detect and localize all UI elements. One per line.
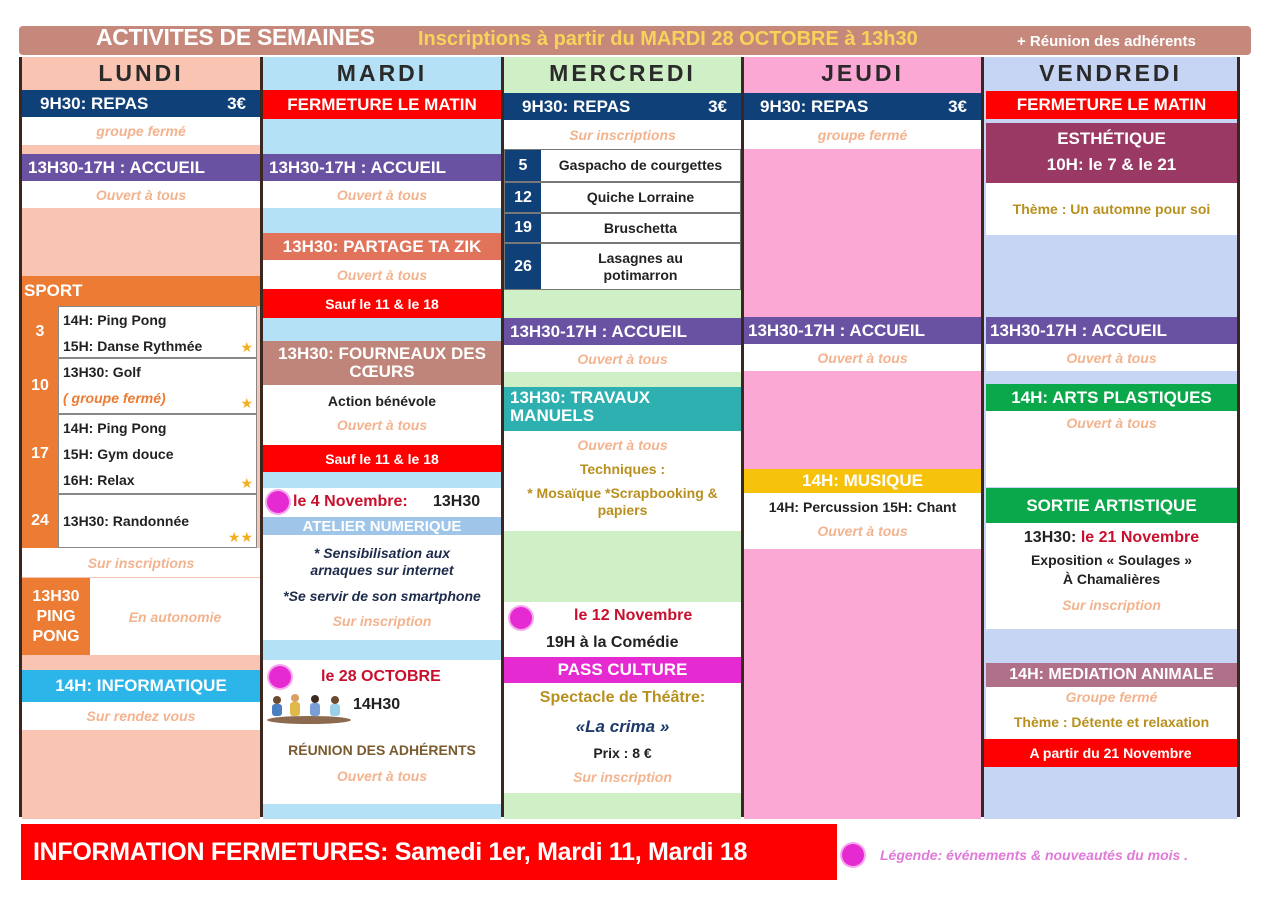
accueil-note: Ouvert à tous [986,344,1237,371]
esthetique-label: ESTHÉTIQUE [1057,129,1166,148]
musique-note: Ouvert à tous [817,523,908,539]
sport-line: 15H: Danse Rythmée [63,338,203,354]
repas-header [744,93,981,120]
column-mercredi [504,57,741,819]
menu-date: 5 [505,150,541,181]
fourneaux-line: Action bénévole [327,393,437,409]
fourneaux-note: Ouvert à tous [336,417,428,433]
sport-line: ( groupe fermé) [63,390,166,406]
reunion-time: 14H30 [353,696,401,713]
zik-note: Ouvert à tous [263,260,501,289]
repas-label: 9H30: REPAS [40,93,149,113]
sport-header: SPORT [22,276,260,306]
esthetique-header [986,123,1237,183]
zik-sauf: Sauf le 11 & le 18 [263,289,501,318]
repas-price: 3€ [227,93,246,113]
numerique-line1: * Sensibilisation aux arnaques sur internet [310,545,454,578]
informatique-note: Sur rendez vous [22,702,260,730]
arts-note: Ouvert à tous [1066,415,1157,431]
sport-row [58,358,257,414]
numerique-header: ATELIER NUMERIQUE [263,517,501,535]
repas-price: 3€ [708,96,727,116]
reunion-label: RÉUNION DES ADHÉRENTS [288,742,476,758]
sport-line: 13H30: Randonnée [63,513,190,529]
sortie-note: Sur inscription [1062,597,1161,613]
numerique-body [263,535,501,640]
closures-info: INFORMATION FERMETURES: Samedi 1er, Mardi 11, Mardi 18 [21,824,837,880]
repas-header [22,90,260,117]
sortie-header: SORTIE ARTISTIQUE [986,488,1237,523]
musique-body [744,493,981,549]
accueil-header: 13H30-17H : ACCUEIL [744,317,981,344]
repas-price: 3€ [948,96,967,116]
esthetique-theme: Thème : Un automne pour soi [986,183,1237,235]
reunion-note: Ouvert à tous [336,768,428,784]
legend-text: Légende: événements & nouveautés du mois . [880,847,1189,863]
sport-line: 13H30: Golf [63,364,141,380]
repas-label: 9H30: REPAS [760,96,869,116]
column-vendredi [984,57,1237,819]
day-header-mardi: MARDI [336,59,428,86]
travaux-note: Ouvert à tous [577,437,668,453]
accueil-note: Ouvert à tous [263,181,501,208]
mediation-body [986,687,1237,739]
numerique-time: 13H30 [433,493,481,510]
accueil-note: Ouvert à tous [744,344,981,371]
repas-note: groupe fermé [22,117,260,145]
repas-note: groupe fermé [744,120,981,149]
pass-price: Prix : 8 € [593,745,652,761]
numerique-date: le 4 Novembre: [293,493,408,510]
sport-row [58,494,257,548]
musique-line: 14H: Percussion 15H: Chant [768,499,957,515]
mediation-from: A partir du 21 Novembre [984,739,1237,767]
menu-dish: Gaspacho de courgettes [558,157,723,173]
column-lundi [22,57,260,819]
numerique-line2: *Se servir de son smartphone [283,588,481,604]
menu-row [504,149,741,182]
sport-row [58,414,257,494]
pass-date: le 12 Novembre [574,607,693,624]
zik-header: 13H30: PARTAGE TA ZIK [263,233,501,260]
event-dot-icon [510,607,532,629]
pingpong-label: 13H30 PING PONG [22,578,90,655]
menu-dish: Bruschetta [603,219,678,236]
sport-line: 15H: Gym douce [63,446,174,462]
banner-inscriptions: Inscriptions à partir du MARDI 28 OCTOBRE à 13h30 [418,28,918,50]
fermeture-banner: FERMETURE LE MATIN [986,91,1237,119]
sport-line: 14H: Ping Pong [63,420,167,436]
banner-reunion: + Réunion des adhérents [1017,33,1196,50]
event-dot-icon [267,491,289,513]
day-header-jeudi: JEUDI [821,59,904,86]
numerique-date-row [263,488,501,517]
informatique-header: 14H: INFORMATIQUE [22,670,260,702]
menu-date: 19 [505,214,541,242]
star-icon: ★ [240,395,253,411]
sortie-place: À Chamalières [1062,571,1161,587]
day-header-mercredi: MERCREDI [549,59,696,86]
mediation-theme: Thème : Détente et relaxation [1013,714,1210,730]
travaux-list: * Mosaïque *Scrapbooking & papiers [527,485,718,518]
accueil-header: 13H30-17H : ACCUEIL [22,154,260,181]
pass-header: PASS CULTURE [504,657,741,683]
numerique-note: Sur inscription [332,613,432,629]
arts-body [986,411,1237,487]
sortie-time: 13H30: [1023,529,1077,546]
fourneaux-sauf: Sauf le 11 & le 18 [263,445,501,472]
repas-note: Sur inscriptions [504,120,741,149]
sport-date: 24 [31,512,49,529]
travaux-body [504,431,741,531]
sortie-date: le 21 Novembre [1080,529,1200,546]
sport-note: Sur inscriptions [22,548,260,577]
accueil-header: 13H30-17H : ACCUEIL [263,154,501,181]
menu-date: 12 [505,183,541,212]
banner-title: ACTIVITES DE SEMAINES [96,24,375,50]
pass-note: Sur inscription [573,769,672,785]
column-jeudi [744,57,981,819]
column-divider [1237,57,1240,817]
menu-dish: Lasagnes au potimarron [598,249,683,283]
repas-header [504,93,741,120]
sport-date: 10 [31,377,49,394]
pass-time: 19H à la Comédie [546,634,679,651]
travaux-header: 13H30: TRAVAUX MANUELS [504,387,741,431]
menu-dish: Quiche Lorraine [586,189,695,205]
sortie-body [986,523,1237,629]
fourneaux-header: 13H30: FOURNEAUX DES CŒURS [263,341,501,385]
reunion-block [263,660,501,804]
sport-line: 16H: Relax [63,472,135,488]
sport-line: 14H: Ping Pong [63,312,167,328]
sport-date: 3 [35,323,45,340]
accueil-header: 13H30-17H : ACCUEIL [504,318,741,345]
day-header-vendredi: VENDREDI [1039,59,1182,86]
sortie-expo: Exposition « Soulages » [1030,552,1193,568]
pass-date-block [504,602,741,657]
menu-date: 26 [505,244,541,289]
star-icon: ★★ [227,529,253,545]
sport-row [58,306,257,358]
arts-header: 14H: ARTS PLASTIQUES [986,384,1237,411]
people-meeting-icon [263,690,355,724]
pingpong-note: En autonomie [90,578,260,655]
reunion-date: le 28 OCTOBRE [321,668,441,685]
menu-row [504,182,741,213]
star-icon: ★ [240,339,253,355]
mediation-header: 14H: MEDIATION ANIMALE [986,663,1237,687]
column-mardi [263,57,501,819]
fourneaux-body [263,385,501,445]
pass-title: «La crima » [575,717,670,736]
mediation-note: Groupe fermé [1065,689,1158,705]
travaux-tech: Techniques : [579,461,666,477]
accueil-header: 13H30-17H : ACCUEIL [986,317,1237,344]
accueil-note: Ouvert à tous [504,345,741,372]
esthetique-time: 10H: le 7 & le 21 [1046,155,1177,174]
event-dot-icon [269,666,291,688]
accueil-note: Ouvert à tous [22,181,260,208]
day-header-lundi: LUNDI [98,59,184,86]
musique-header: 14H: MUSIQUE [744,469,981,493]
event-dot-icon [842,844,864,866]
sport-date: 17 [31,445,49,462]
menu-row [504,243,741,290]
pass-show: Spectacle de Théâtre: [539,689,706,706]
fermeture-banner: FERMETURE LE MATIN [263,90,501,119]
repas-label: 9H30: REPAS [522,96,631,116]
pass-body [504,683,741,793]
star-icon: ★ [240,475,253,491]
menu-row [504,213,741,243]
